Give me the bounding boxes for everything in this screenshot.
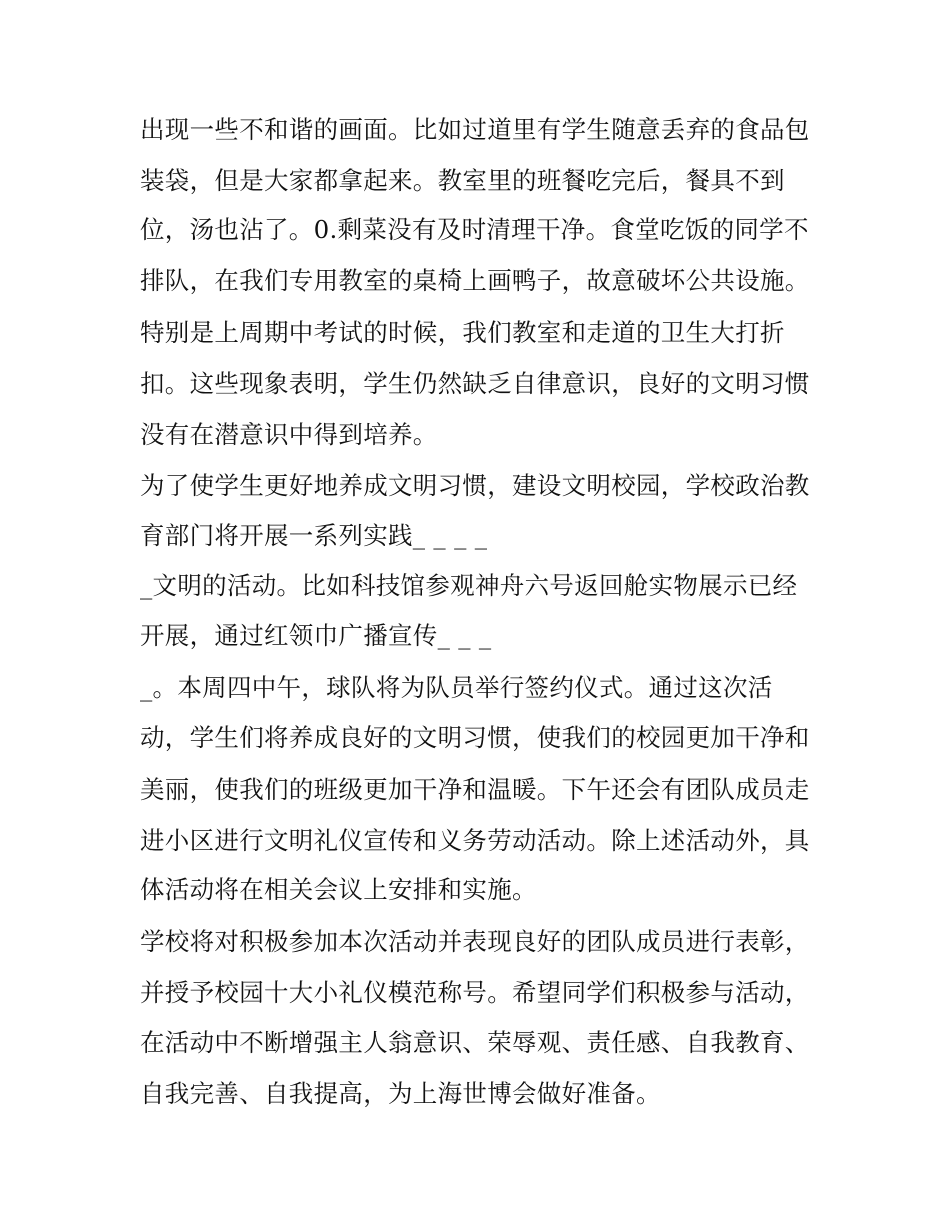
text-line: 出现一些不和谐的画面。比如过道里有学生随意丢弃的食品包 [140, 115, 810, 144]
text-line: _文明的活动。比如科技馆参观神舟六号返回舱实物展示已经 [140, 571, 798, 600]
text-line: 自我完善、自我提高，为上海世博会做好准备。 [140, 1079, 661, 1108]
text-line: 位，汤也沾了。0.剩菜没有及时清理干净。食堂吃饭的同学不 [140, 215, 809, 244]
text-line: 育部门将开展一系列实践_ _ _ _ [140, 521, 488, 550]
text-line: 排队，在我们专用教室的桌椅上画鸭子，故意破坏公共设施。 [140, 266, 810, 295]
text-line: 学校将对积极参加本次活动并表现良好的团队成员进行表彰， [140, 927, 810, 956]
text-line: 美丽，使我们的班级更加干净和温暖。下午还会有团队成员走 [140, 775, 810, 804]
text-line: 扣。这些现象表明，学生仍然缺乏自律意识，良好的文明习惯 [140, 369, 810, 398]
text-line: 为了使学生更好地养成文明习惯，建设文明校园，学校政治教 [140, 471, 810, 500]
text-line: 并授予校园十大小礼仪模范称号。希望同学们积极参与活动， [140, 978, 810, 1007]
text-line: 体活动将在相关会议上安排和实施。 [140, 875, 537, 904]
text-line: 动，学生们将养成良好的文明习惯，使我们的校园更加干净和 [140, 723, 810, 752]
text-line: 开展，通过红领巾广播宣传_ _ _ [140, 621, 492, 650]
text-line: 进小区进行文明礼仪宣传和义务劳动活动。除上述活动外，具 [140, 826, 810, 855]
text-line: 在活动中不断增强主人翁意识、荣辱观、责任感、自我教育、 [140, 1028, 810, 1057]
text-line: 装袋，但是大家都拿起来。教室里的班餐吃完后，餐具不到 [140, 166, 785, 195]
text-line: 没有在潜意识中得到培养。 [140, 420, 438, 449]
text-line: _。本周四中午，球队将为队员举行签约仪式。通过这次活 [140, 673, 773, 702]
text-line: 特别是上周期中考试的时候，我们教室和走道的卫生大打折 [140, 318, 785, 347]
